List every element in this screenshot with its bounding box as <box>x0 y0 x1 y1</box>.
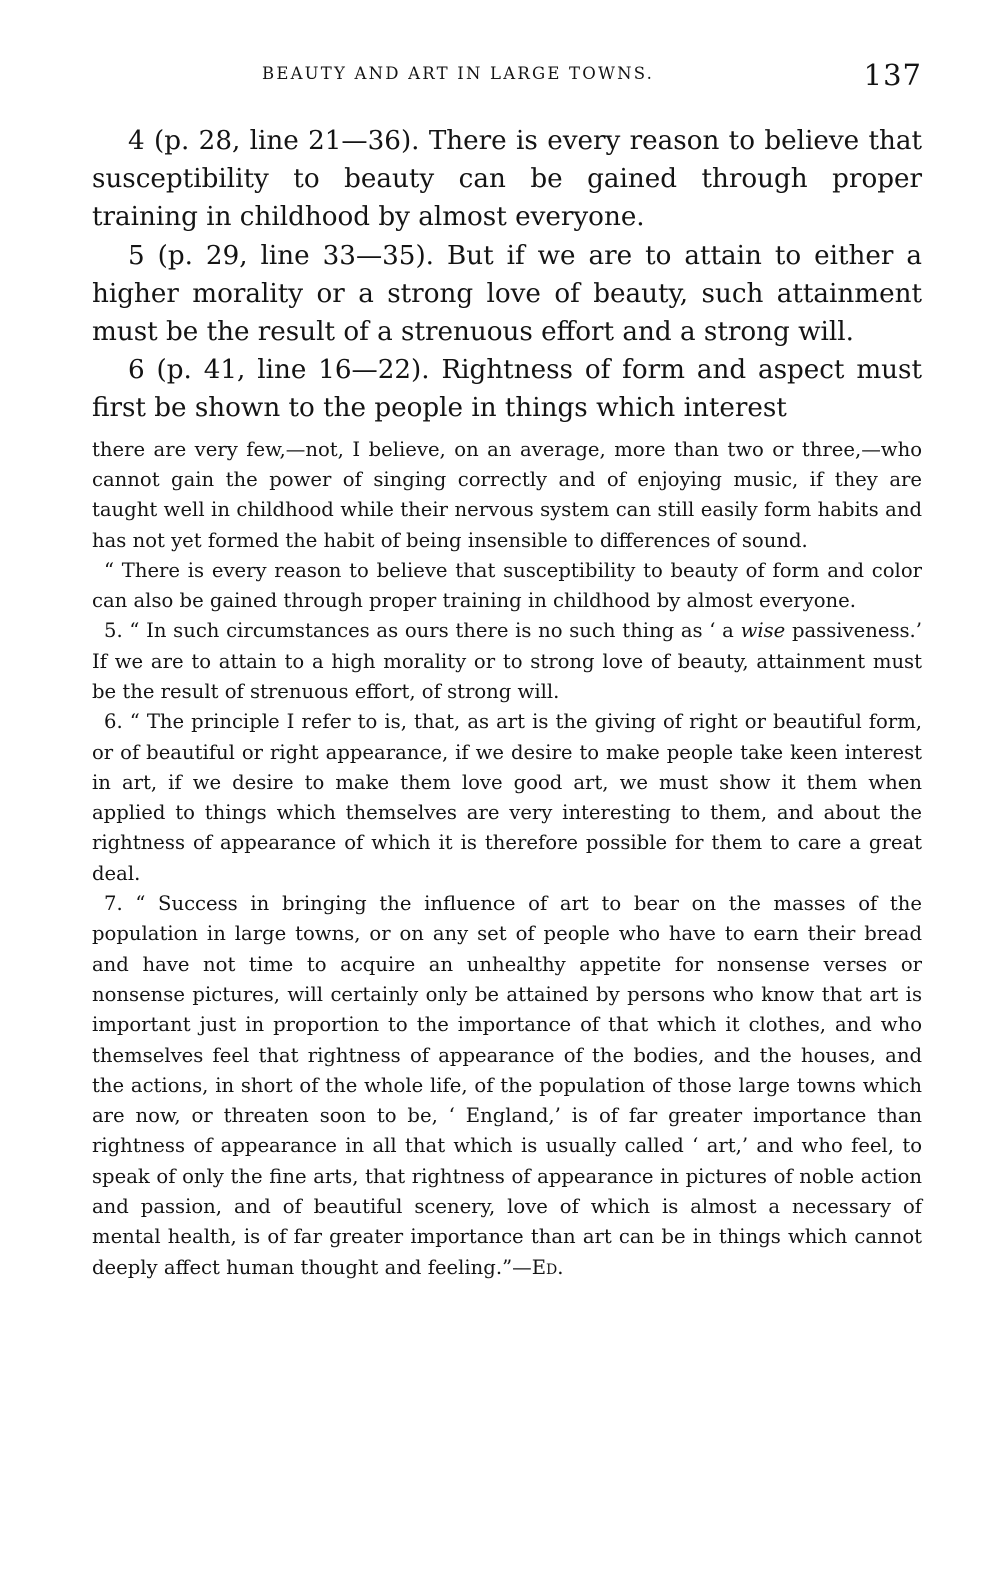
footnote-5-text: 5. “ In such circumstances as ours there is no such thing as ‘ a <box>104 619 741 643</box>
editor-signature: Ed. <box>531 1255 564 1279</box>
footnote-continuation: there are very few,—not, I believe, on an average, more than two or three,—who cannot gain the power of singing correctly and of enjoying music, if they are taught well in childhood while their nervous system can still easily form habits and has not yet formed the habit of being insensible to differences of sound. <box>92 437 922 552</box>
page-header <box>92 58 922 100</box>
footnote-7 <box>92 889 922 1283</box>
main-text <box>92 122 922 428</box>
footnote-5-text-end: passiveness.’ If we are to attain to a high morality or to strong love of beauty, attainment must be the result of strenuous effort, of strong will. <box>92 619 923 703</box>
footnotes <box>92 435 922 1283</box>
book-page <box>92 58 922 1283</box>
footnote-beauty-quote: “ There is every reason to believe that susceptibility to beauty of form and color can also be gained through proper training in childhood by almost everyone. <box>92 558 922 613</box>
main-paragraph-6: 6 (p. 41, line 16—22). Rightness of form and aspect must first be shown to the people in things which interest <box>92 355 922 424</box>
footnote-7-text: 7. “ Success in bringing the influence of art to bear on the masses of the population in large towns, or on any set of people who have to earn their bread and have not time to acquire an unhealthy appetite for nonsense verses or nonsense pictures, will certainly only be attained by persons who know that art is important just in proportion to the importance of that which it clothes, and who themselves feel that rightness of appearance of the bodies, and the houses, and the actions, in short of the whole life, of the population of those large towns which are now, or threaten soon to be, ‘ England,’ is of far greater importance than rightness of appearance in all that which is usually called ‘ art,’ and who feel, to speak of only the fine arts, that rightness of appearance in pictures of noble action and passion, and of beautiful scenery, love of which is almost a necessary of mental health, is of far greater importance than art can be in things which cannot deeply affect human thought and feeling.”— <box>92 892 922 1279</box>
running-title: BEAUTY AND ART IN LARGE TOWNS. <box>262 64 655 83</box>
main-paragraph-4: 4 (p. 28, line 21—36). There is every reason to believe that susceptibility to beauty can be gained through proper training in childhood by almost everyone. <box>92 126 922 233</box>
page-number: 137 <box>863 58 922 92</box>
footnote-6: 6. “ The principle I refer to is, that, as art is the giving of right or beautiful form, or of beautiful or right appearance, if we desire to make people take keen interest in art, if we desire to make them love good art, we must show it them when applied to things which themselves are very interesting to them, and about the rightness of appearance of which it is therefore possible for them to care a great deal. <box>92 710 922 885</box>
footnote-5 <box>92 616 922 707</box>
footnote-5-italic: wise <box>740 619 786 643</box>
main-paragraph-5: 5 (p. 29, line 33—35). But if we are to attain to either a higher morality or a strong love of beauty, such attainment must be the result of a strenuous effort and a strong will. <box>92 240 922 348</box>
